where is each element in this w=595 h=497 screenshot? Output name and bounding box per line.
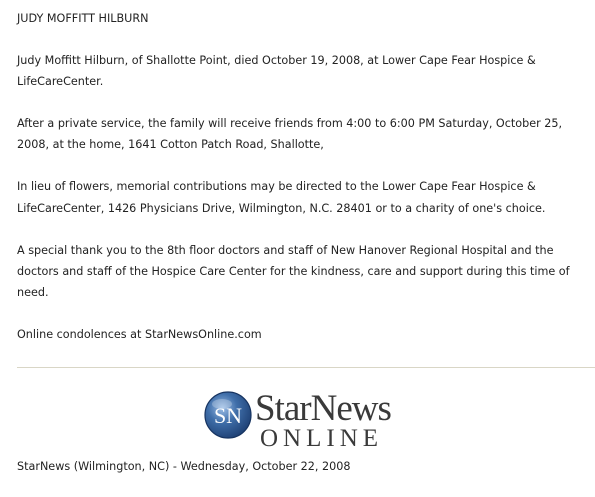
paragraph-line: Online condolences at StarNewsOnline.com [17, 328, 262, 341]
paragraph-line: In lieu of flowers, memorial contributions may be directed to the Lower Cape Fear Hospice & [17, 180, 536, 193]
footer-source: StarNews (Wilmington, NC) - Wednesday, October 22, 2008 [17, 460, 351, 473]
obituary-heading: JUDY MOFFITT HILBURN [17, 12, 149, 25]
globe-icon [205, 392, 251, 438]
logo-subword: ONLINE [260, 425, 384, 448]
paragraph-line: LifeCareCenter. [17, 75, 104, 88]
starnews-online-logo [204, 386, 418, 448]
logo-monogram: SN [213, 403, 243, 428]
paragraph-line: A special thank you to the 8th floor doctors and staff of New Hanover Regional Hospital and the [17, 244, 554, 257]
starnews-logo-graphic [204, 386, 418, 448]
paragraph-line: 2008, at the home, 1641 Cotton Patch Road, Shallotte, [17, 138, 324, 151]
paragraph-line: need. [17, 286, 49, 299]
logo-wordmark: StarNews [255, 388, 391, 429]
obituary-page [17, 0, 587, 497]
paragraph-line: Judy Moffitt Hilburn, of Shallotte Point, died October 19, 2008, at Lower Cape Fear Hospice & [17, 54, 536, 67]
paragraph-line: After a private service, the family will receive friends from 4:00 to 6:00 PM Saturday, October 25, [17, 117, 563, 130]
paragraph-line: doctors and staff of the Hospice Care Center for the kindness, care and support during this time of [17, 265, 570, 278]
section-divider [17, 367, 595, 368]
paragraph-line: LifeCareCenter, 1426 Physicians Drive, Wilmington, N.C. 28401 or to a charity of one's choice. [17, 202, 546, 215]
